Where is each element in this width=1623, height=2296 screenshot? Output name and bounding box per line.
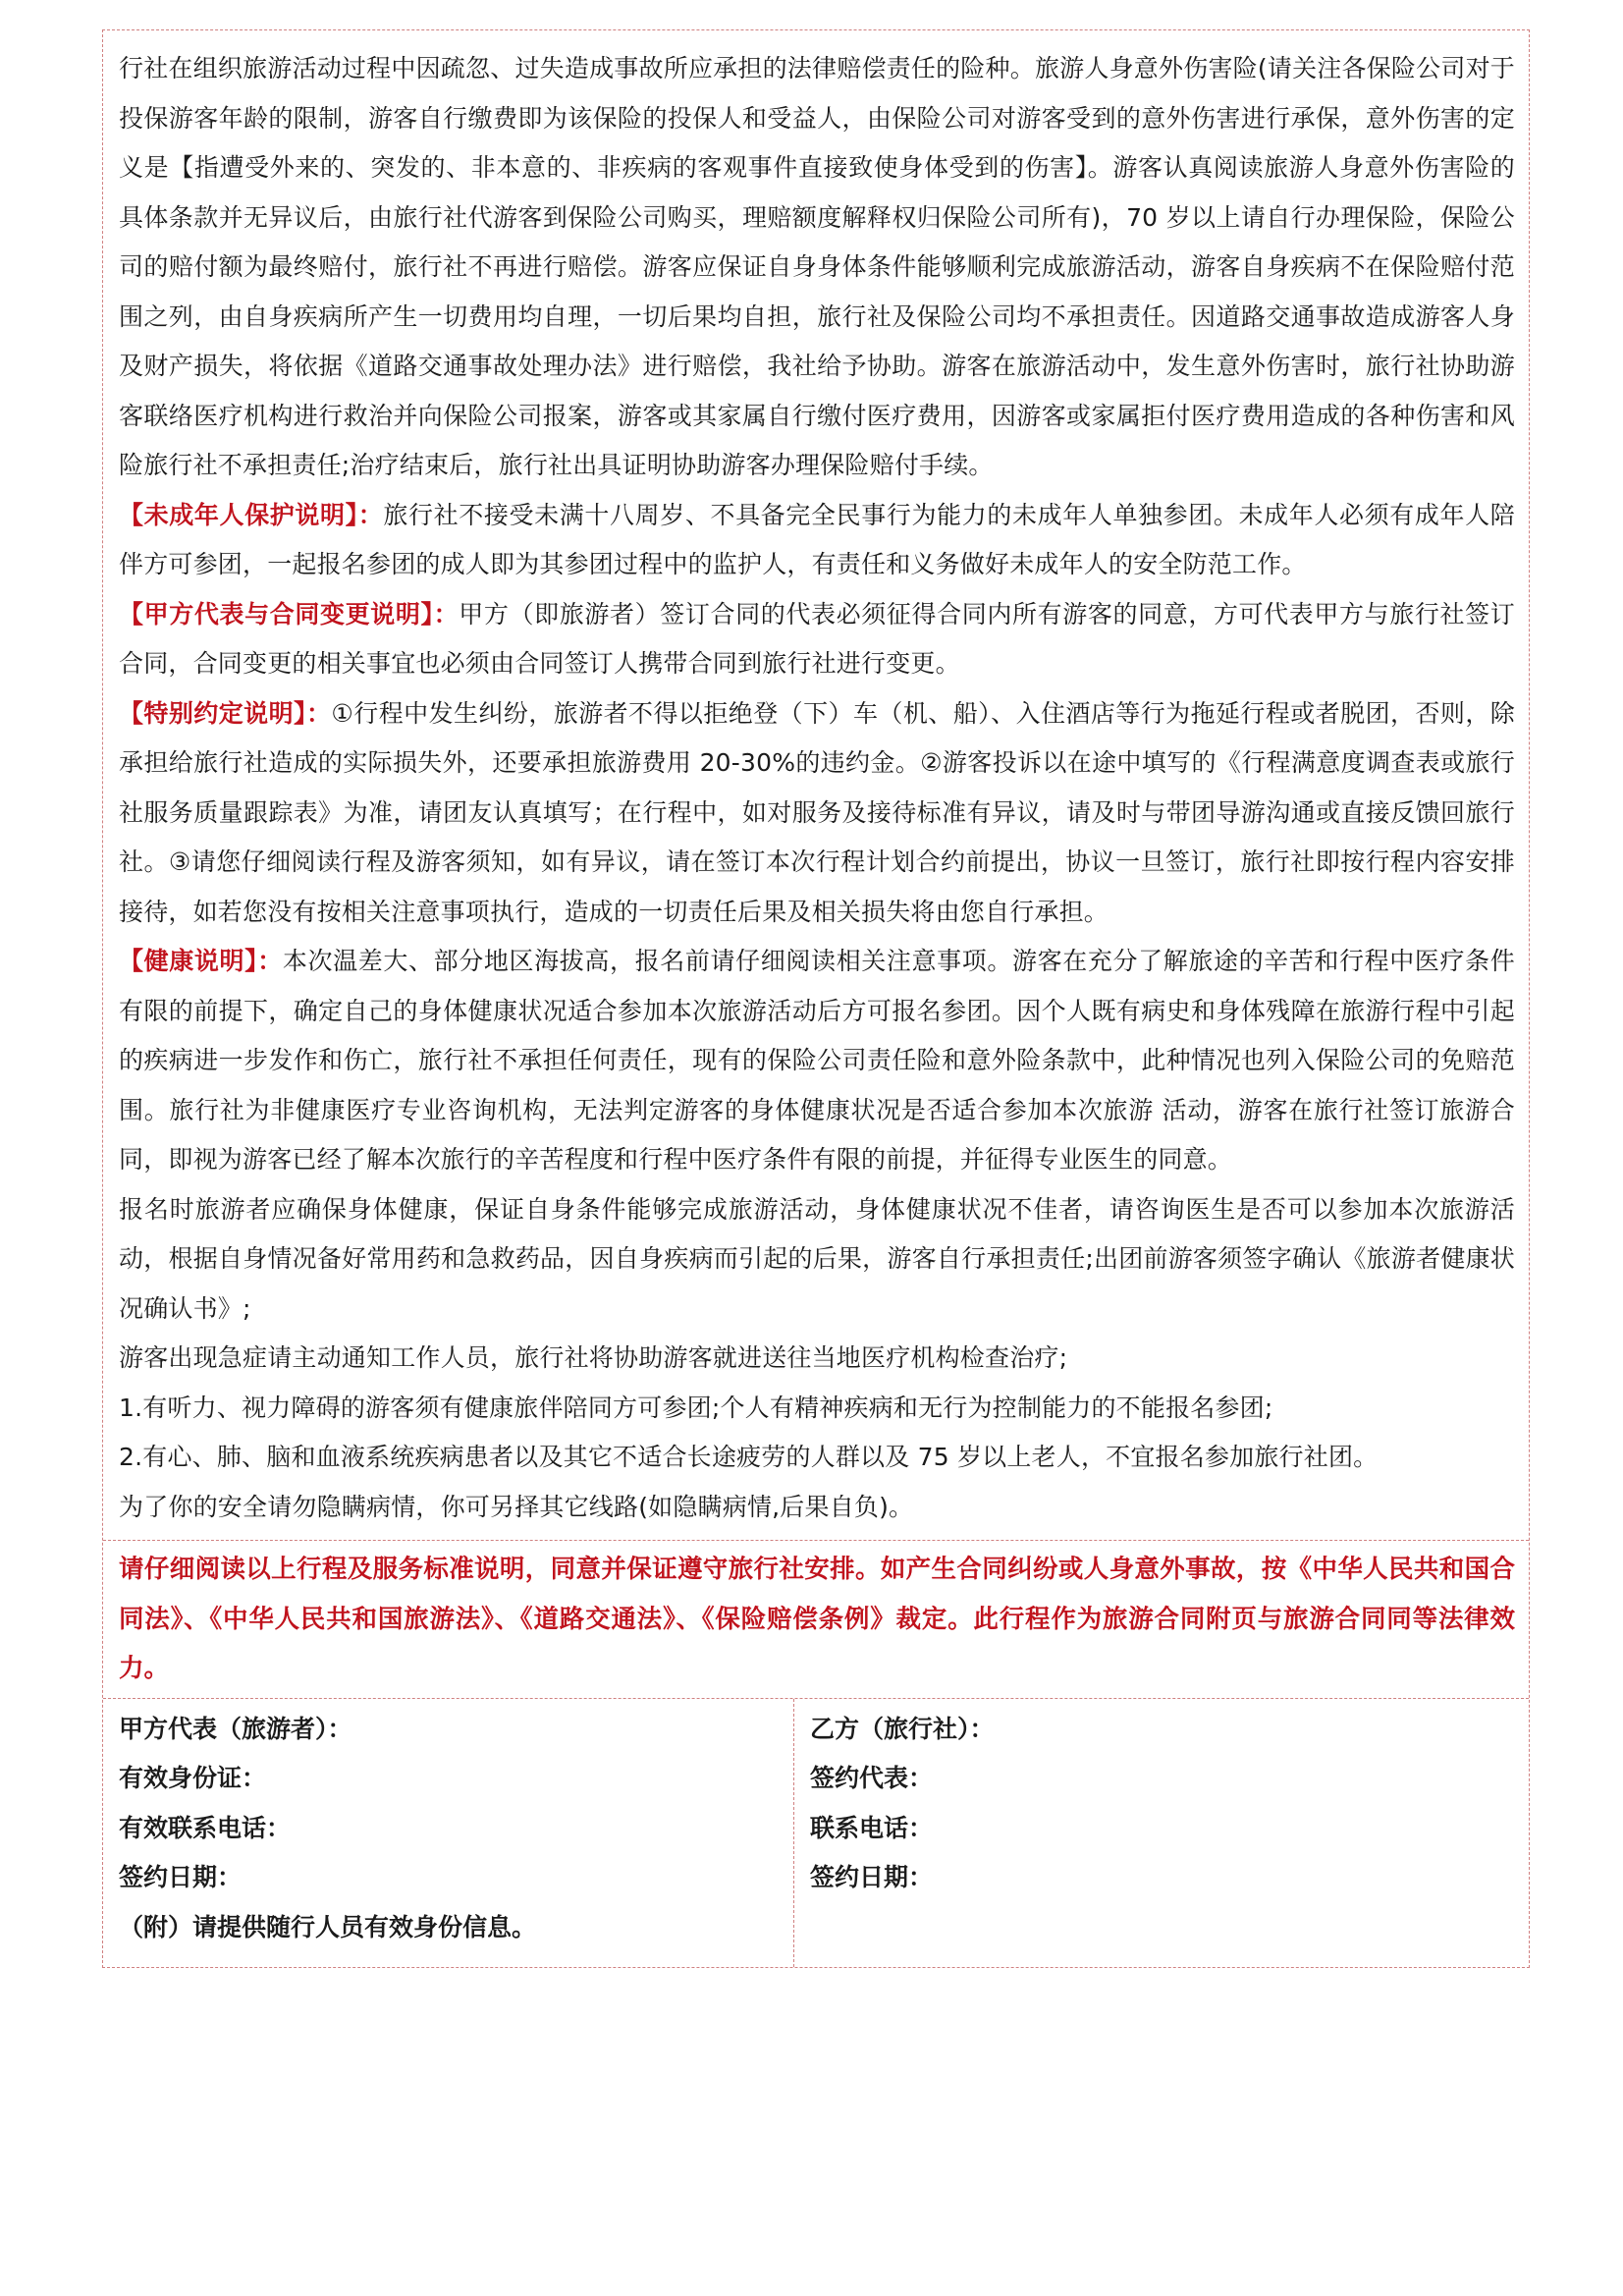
party-b-block [794, 1699, 1529, 1967]
special-agreement-text: ①行程中发生纠纷，旅游者不得以拒绝登（下）车（机、船）、入住酒店等行为拖延行程或者脱团，否则，除承担给旅行社造成的实际损失外，还要承担旅游费用 20-30%的违约金。②游客投诉以在途中填写的《行程满意度调查表或旅行社服务质量跟踪表》为准，请团友认真填写；在行程中，如对服务及接待标准有异议，请及时与带团导游沟通或直接反馈回旅行社。③请您仔细阅读行程及游客须知，如有异议，请在签订本次行程计划合约前提出，协议一旦签订，旅行社即按行程内容安排接待，如若您没有按相关注意事项执行，造成的一切责任后果及相关损失将由您自行承担。 [119, 698, 1515, 926]
party-b-agency-field: 乙方（旅行社）： [810, 1714, 995, 1743]
safety-reminder: 为了你的安全请勿隐瞒病情，你可另择其它线路(如隐瞒病情,后果自负)。 [119, 1492, 914, 1521]
party-a-phone-field: 有效联系电话： [119, 1813, 292, 1842]
party-b-representative-field: 签约代表： [810, 1764, 934, 1792]
special-agreement-label: 【特别约定说明】： [119, 698, 332, 728]
representative-label: 【甲方代表与合同变更说明】： [119, 599, 460, 629]
health-item-1: 1.有听力、视力障碍的游客须有健康旅伴陪同方可参团;个人有精神疾病和无行为控制能力的不能报名参团; [119, 1393, 1273, 1422]
health-label: 【健康说明】 [119, 947, 258, 975]
signature-section [103, 1698, 1529, 1967]
party-a-id-field: 有效身份证： [119, 1764, 267, 1792]
health-requirement-paragraph: 报名时旅游者应确保身体健康，保证自身条件能够完成旅游活动，身体健康状况不佳者，请咨询医生是否可以参加本次旅游活动，根据自身情况备好常用药和急救药品，因自身疾病而引起的后果，游客自行承担责任;出团前游客须签字确认《旅游者健康状况确认书》; [119, 1194, 1515, 1323]
health-paragraph [119, 937, 1515, 1185]
party-a-representative-field: 甲方代表（旅游者）： [119, 1714, 352, 1743]
party-a-block [103, 1699, 794, 1967]
terms-section [103, 30, 1529, 1540]
party-a-date-field: 签约日期： [119, 1863, 243, 1891]
minor-protection-paragraph [119, 491, 1515, 590]
legal-notice: 请仔细阅读以上行程及服务标准说明，同意并保证遵守旅行社安排。如产生合同纠纷或人身意外事故，按《中华人民共和国合同法》、《中华人民共和国旅游法》、《道路交通法》、《保险赔偿条例》裁定。此行程作为旅游合同附页与旅游合同同等法律效力。 [103, 1540, 1529, 1698]
emergency-paragraph: 游客出现急症请主动通知工作人员，旅行社将协助游客就进送往当地医疗机构检查治疗; [119, 1343, 1068, 1372]
insurance-paragraph: 行社在组织旅游活动过程中因疏忽、过失造成事故所应承担的法律赔偿责任的险种。旅游人身意外伤害险(请关注各保险公司对于投保游客年龄的限制，游客自行缴费即为该保险的投保人和受益人，由保险公司对游客受到的意外伤害进行承保，意外伤害的定义是【指遭受外来的、突发的、非本意的、非疾病的客观事件直接致使身体受到的伤害】。游客认真阅读旅游人身意外伤害险的具体条款并无异议后，由旅行社代游客到保险公司购买，理赔额度解释权归保险公司所有)，70 岁以上请自行办理保险，保险公司的赔付额为最终赔付，旅行社不再进行赔偿。游客应保证自身身体条件能够顺利完成旅游活动，游客自身疾病不在保险赔付范围之列，由自身疾病所产生一切费用均自理，一切后果均自担，旅行社及保险公司均不承担责任。因道路交通事故造成游客人身及财产损失，将依据《道路交通事故处理办法》进行赔偿，我社给予协助。游客在旅游活动中，发生意外伤害时，旅行社协助游客联络医疗机构进行救治并向保险公司报案，游客或其家属自行缴付医疗费用，因游客或家属拒付医疗费用造成的各种伤害和风险旅行社不承担责任;治疗结束后，旅行社出具证明协助游客办理保险赔付手续。 [119, 54, 1515, 479]
representative-paragraph [119, 590, 1515, 689]
party-b-phone-field: 联系电话： [810, 1813, 934, 1842]
representative-text: 甲方（即旅游者）签订合同的代表必须征得合同内所有游客的同意，方可代表甲方与旅行社签订合同，合同变更的相关事宜也必须由合同签订人携带合同到旅行社进行变更。 [119, 599, 1515, 678]
party-a-appendix-note: （附）请提供随行人员有效身份信息。 [119, 1912, 537, 1941]
health-text: 本次温差大、部分地区海拔高，报名前请仔细阅读相关注意事项。游客在充分了解旅途的辛苦和行程中医疗条件有限的前提下，确定自己的身体健康状况适合参加本次旅游活动后方可报名参团。因个人既有病史和身体残障在旅游行程中引起的疾病进一步发作和伤亡，旅行社不承担任何责任，现有的保险公司责任险和意外险条款中，此种情况也列入保险公司的免赔范围。旅行社为非健康医疗专业咨询机构，无法判定游客的身体健康状况是否适合参加本次旅游 活动，游客在旅行社签订旅游合同，即视为游客已经了解本次旅行的辛苦程度和行程中医疗条件有限的前提，并征得专业医生的同意。 [119, 947, 1515, 1174]
health-colon: ： [257, 947, 283, 975]
special-agreement-paragraph [119, 689, 1515, 938]
minor-protection-text: 旅行社不接受未满十八周岁、不具备完全民事行为能力的未成年人单独参团。未成年人必须有成年人陪伴方可参团，一起报名参团的成人即为其参团过程中的监护人，有责任和义务做好未成年人的安全防范工作。 [119, 500, 1515, 578]
health-item-2: 2.有心、肺、脑和血液系统疾病患者以及其它不适合长途疲劳的人群以及 75 岁以上老人，不宜报名参加旅行社团。 [119, 1443, 1379, 1471]
contract-page [102, 29, 1530, 1968]
minor-protection-label: 【未成年人保护说明】： [119, 500, 384, 529]
party-b-date-field: 签约日期： [810, 1863, 934, 1891]
